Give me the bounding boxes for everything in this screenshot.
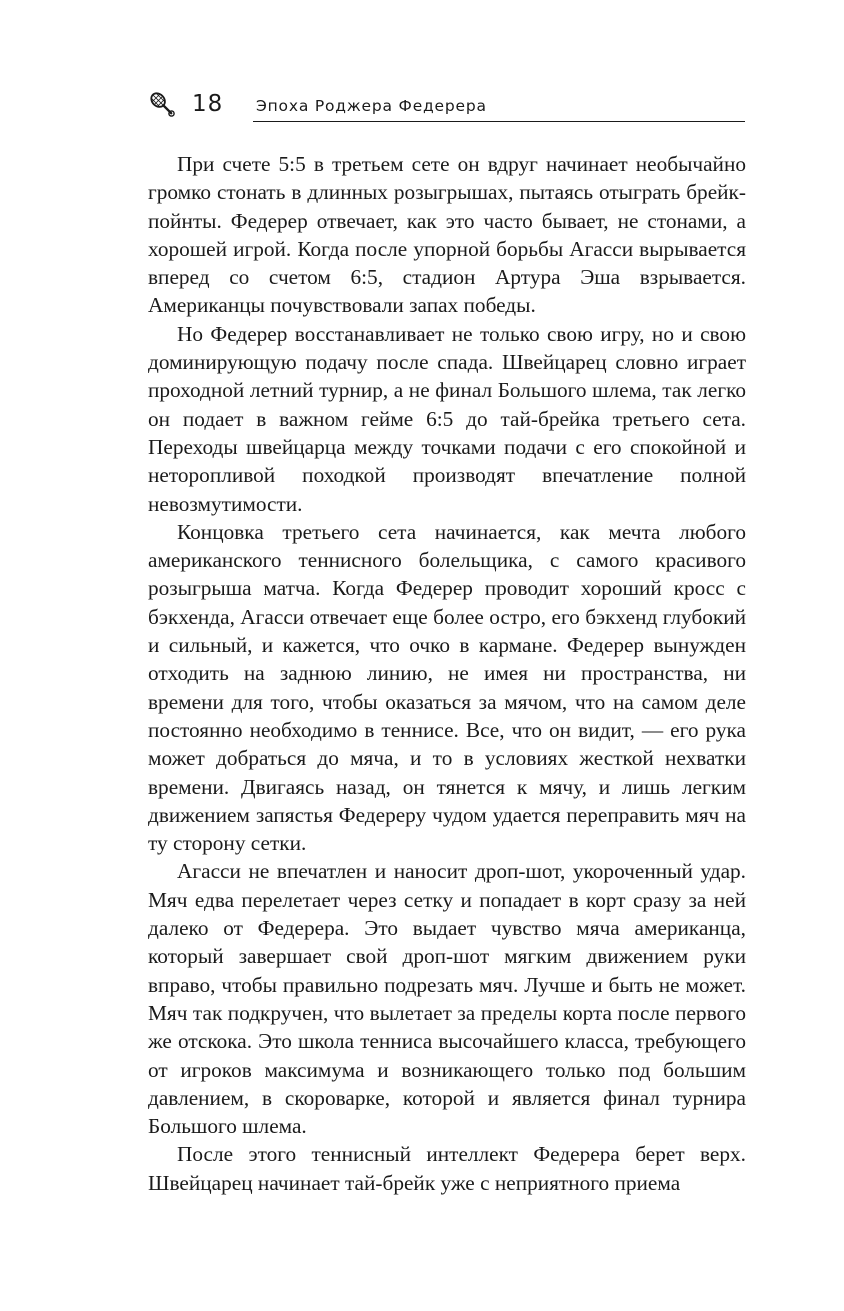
paragraph: Агасси не впечатлен и наносит дроп-шот, укороченный удар. Мяч едва перелетает через сетку и попадает в корт сразу за ней далеко от Федерера. Это выдает чувство мяча американца, который завершает свой дроп-шот мягким движением руки вправо, чтобы правильно подрезать мяч. Лучше и быть не может. Мяч так подкручен, что вылетает за пределы корта после первого же отскока. Это школа тенниса высочайшего класса, требующего от игроков максимума и возникающего только под большим давлением, в скороварке, которой и является финал турнира Большого шлема. [148,859,746,1139]
tennis-racket-icon [148,90,176,118]
paragraph: Концовка третьего сета начинается, как мечта любого американского теннисного болельщика, с самого красивого розыгрыша матча. Когда Федерер проводит хороший кросс с бэкхенда, Агасси отвечает еще более остро, его бэкхенд глубокий и сильный, и кажется, что очко в кармане. Федерер вынужден отходить на заднюю линию, не имея ни пространства, ни времени для того, чтобы оказаться за мячом, что на самом деле постоянно необходимо в теннисе. Все, что он видит, — его рука может добраться до мяча, и то в условиях жесткой нехватки времени. Двигаясь назад, он тянется к мячу, и лишь легким движением запястья Федереру чудом удается переправить мяч на ту сторону сетки. [148,519,746,856]
header-rule [253,121,745,122]
running-header [148,88,745,124]
paragraph: Но Федерер восстанавливает не только свою игру, но и свою доминирующую подачу после спада. Швейцарец словно играет проходной летний турнир, а не финал Большого шлема, так легко он подает в важном гейме 6:5 до тай-брейка третьего сета. Переходы швейцарца между точками подачи с его спокойной и неторопливой походкой производят впечатление полной невозмутимости. [148,321,746,516]
body-text [148,150,746,1197]
paragraph: При счете 5:5 в третьем сете он вдруг начинает необычайно громко стонать в длинных розыгрышах, пытаясь отыграть брейк-пойнты. Федерер отвечает, как это часто бывает, не стонами, а хорошей игрой. Когда после упорной борьбы Агасси вырывается вперед со счетом 6:5, стадион Артура Эша взрывается. Американцы почувствовали запах победы. [148,152,746,318]
running-title: Эпоха Роджера Федерера [256,97,487,115]
page-number: 18 [192,91,224,117]
paragraph: После этого теннисный интеллект Федерера берет верх. Швейцарец начинает тай-брейк уже с неприятного приема [148,1142,746,1195]
